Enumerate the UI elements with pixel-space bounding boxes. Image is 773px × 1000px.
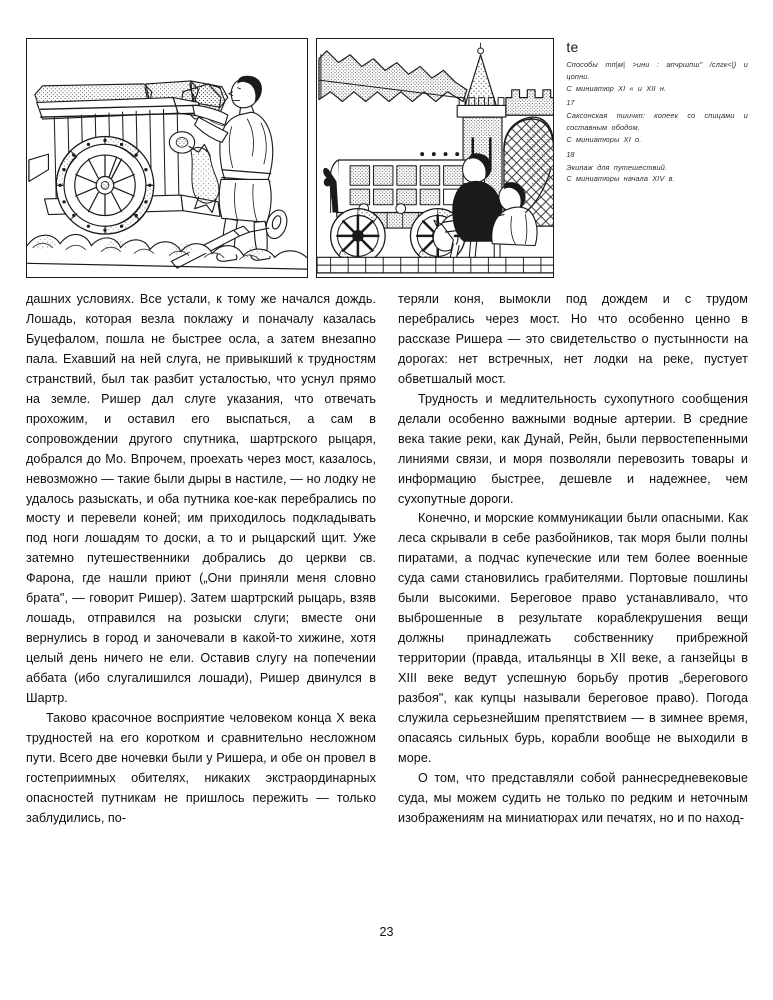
caption-number: 18 — [566, 149, 575, 159]
caption-block-0 — [566, 59, 748, 94]
caption-line: С миниатюр XI « и XII н. — [566, 83, 667, 93]
text-column-right — [398, 290, 748, 829]
text-column-left — [26, 290, 376, 829]
paragraph: дашних условиях. Все устали, к тому же начался дождь. Лошадь, которая везла поклажу и поначалу казалась Буцефалом, пошла не быстрее осла, а затем внезапно пала. Ехавший на ней слуга, не привыкший к трудностям странствий, был так разбит усталостью, что уснул прямо на земле. Ришер дал слуге указания, что отвечать прохожим, и оставил его выспаться, а сам в сопровождении другого спутника, шартрского рыцаря, добрался до Мо. Впрочем, проехать через мост, казалось, невозможно — такие были дыры в настиле, — но лодку не удалось разыскать, и оба путника кое-как перебрались по мосту и перевели коней; им приходилось подкладывать под ноги лошадям то доски, а то и рыцарский щит. Уже затемно путешественники добрались до церкви св. Фарона, где нашли приют („Они приняли меня словно брата", — говорит Ришер). Затем шартрский рыцарь, взяв лошадь, отправился на розыски слуги; вместе они вернулись в город и заночевали в какой-то хижине, хотя целый день ничего не ели. Оставив слугу на попечении аббата (ибо слугалишился лошади), Ришер двинулся в Шартр. — [26, 292, 376, 706]
carriage-castle-illustration — [317, 39, 554, 277]
caption-block-1 — [566, 110, 748, 145]
caption-fragment-te: te — [566, 39, 579, 55]
figure-carriage-castle — [316, 38, 555, 278]
cart-loading-illustration — [27, 39, 307, 277]
paragraph: Конечно, и морские коммуникации были опасными. Как леса скрывали в себе разбойников, так моря были полны пиратами, а подчас купеческие или тем более военные суда сами становились грабителями. Портовые пошлины были высокими. Береговое право устанавливало, что выброшенные в результате кораблекрушения вещи должны принадлежать собственнику прибрежной территории (правда, итальянцы в XII веке, а ганзейцы в XIII веке ведут успешную борьбу против „берегового разбоя", как купцы называли береговое право). Погода служила серьезнейшим препятствием — в зимнее время, опасаясь сильных бурь, корабли вообще не выходили в море. — [398, 511, 748, 765]
figure-captions — [566, 38, 748, 187]
figure-band — [26, 38, 748, 280]
caption-line: Способы mп|м| >ини : апчршпш" /слгк<|) и цопни. — [566, 60, 748, 81]
paragraph: О том, что представляли собой раннесредневековые суда, мы можем судить не только по редким и неточным изображениям на миниатюрах или печатях, но и по наход- — [398, 770, 748, 825]
caption-line: Саксонская пшичкп: копеек со спицами и составным ободом. — [566, 111, 748, 133]
caption-number: 17 — [566, 98, 575, 108]
paragraph: теряли коня, вымокли под дождем и с трудом перебрались через мост. Но что особенно ценно в рассказе Ришера — это свидетельство о пустынности на дорогах: нет встречных, нет лодки на реке, пустует обветшалый мост. — [398, 292, 748, 386]
paragraph: Трудность и медлительность сухопутного сообщения делали особенно важными водные артерии. В средние века такие реки, как Дунай, Рейн, были первостепенными линиями связи, и моря позволяли перевозить товары и информацию быстрее, дешевле и надежнее, чем сухопутные дороги. — [398, 391, 748, 506]
caption-line: Экипаж для путешествий. — [566, 162, 668, 172]
caption-line: С миниатюры начала XIV в. — [566, 174, 675, 184]
paragraph: Таково красочное восприятие человеком конца X века трудностей на его коротком и сравнительно несложном пути. Всего две ночевки были у Ришера, и обе он провел в гостеприимных обителях, никаких экстраординарных опасностей путникам не пришлось пережить — только заблудились, по- — [26, 711, 376, 825]
page-number: 23 — [379, 925, 394, 939]
body-columns — [26, 290, 748, 829]
caption-line: С миниатюры XI о. — [566, 134, 642, 144]
caption-block-2 — [566, 162, 748, 186]
figure-cart-loading — [26, 38, 308, 278]
